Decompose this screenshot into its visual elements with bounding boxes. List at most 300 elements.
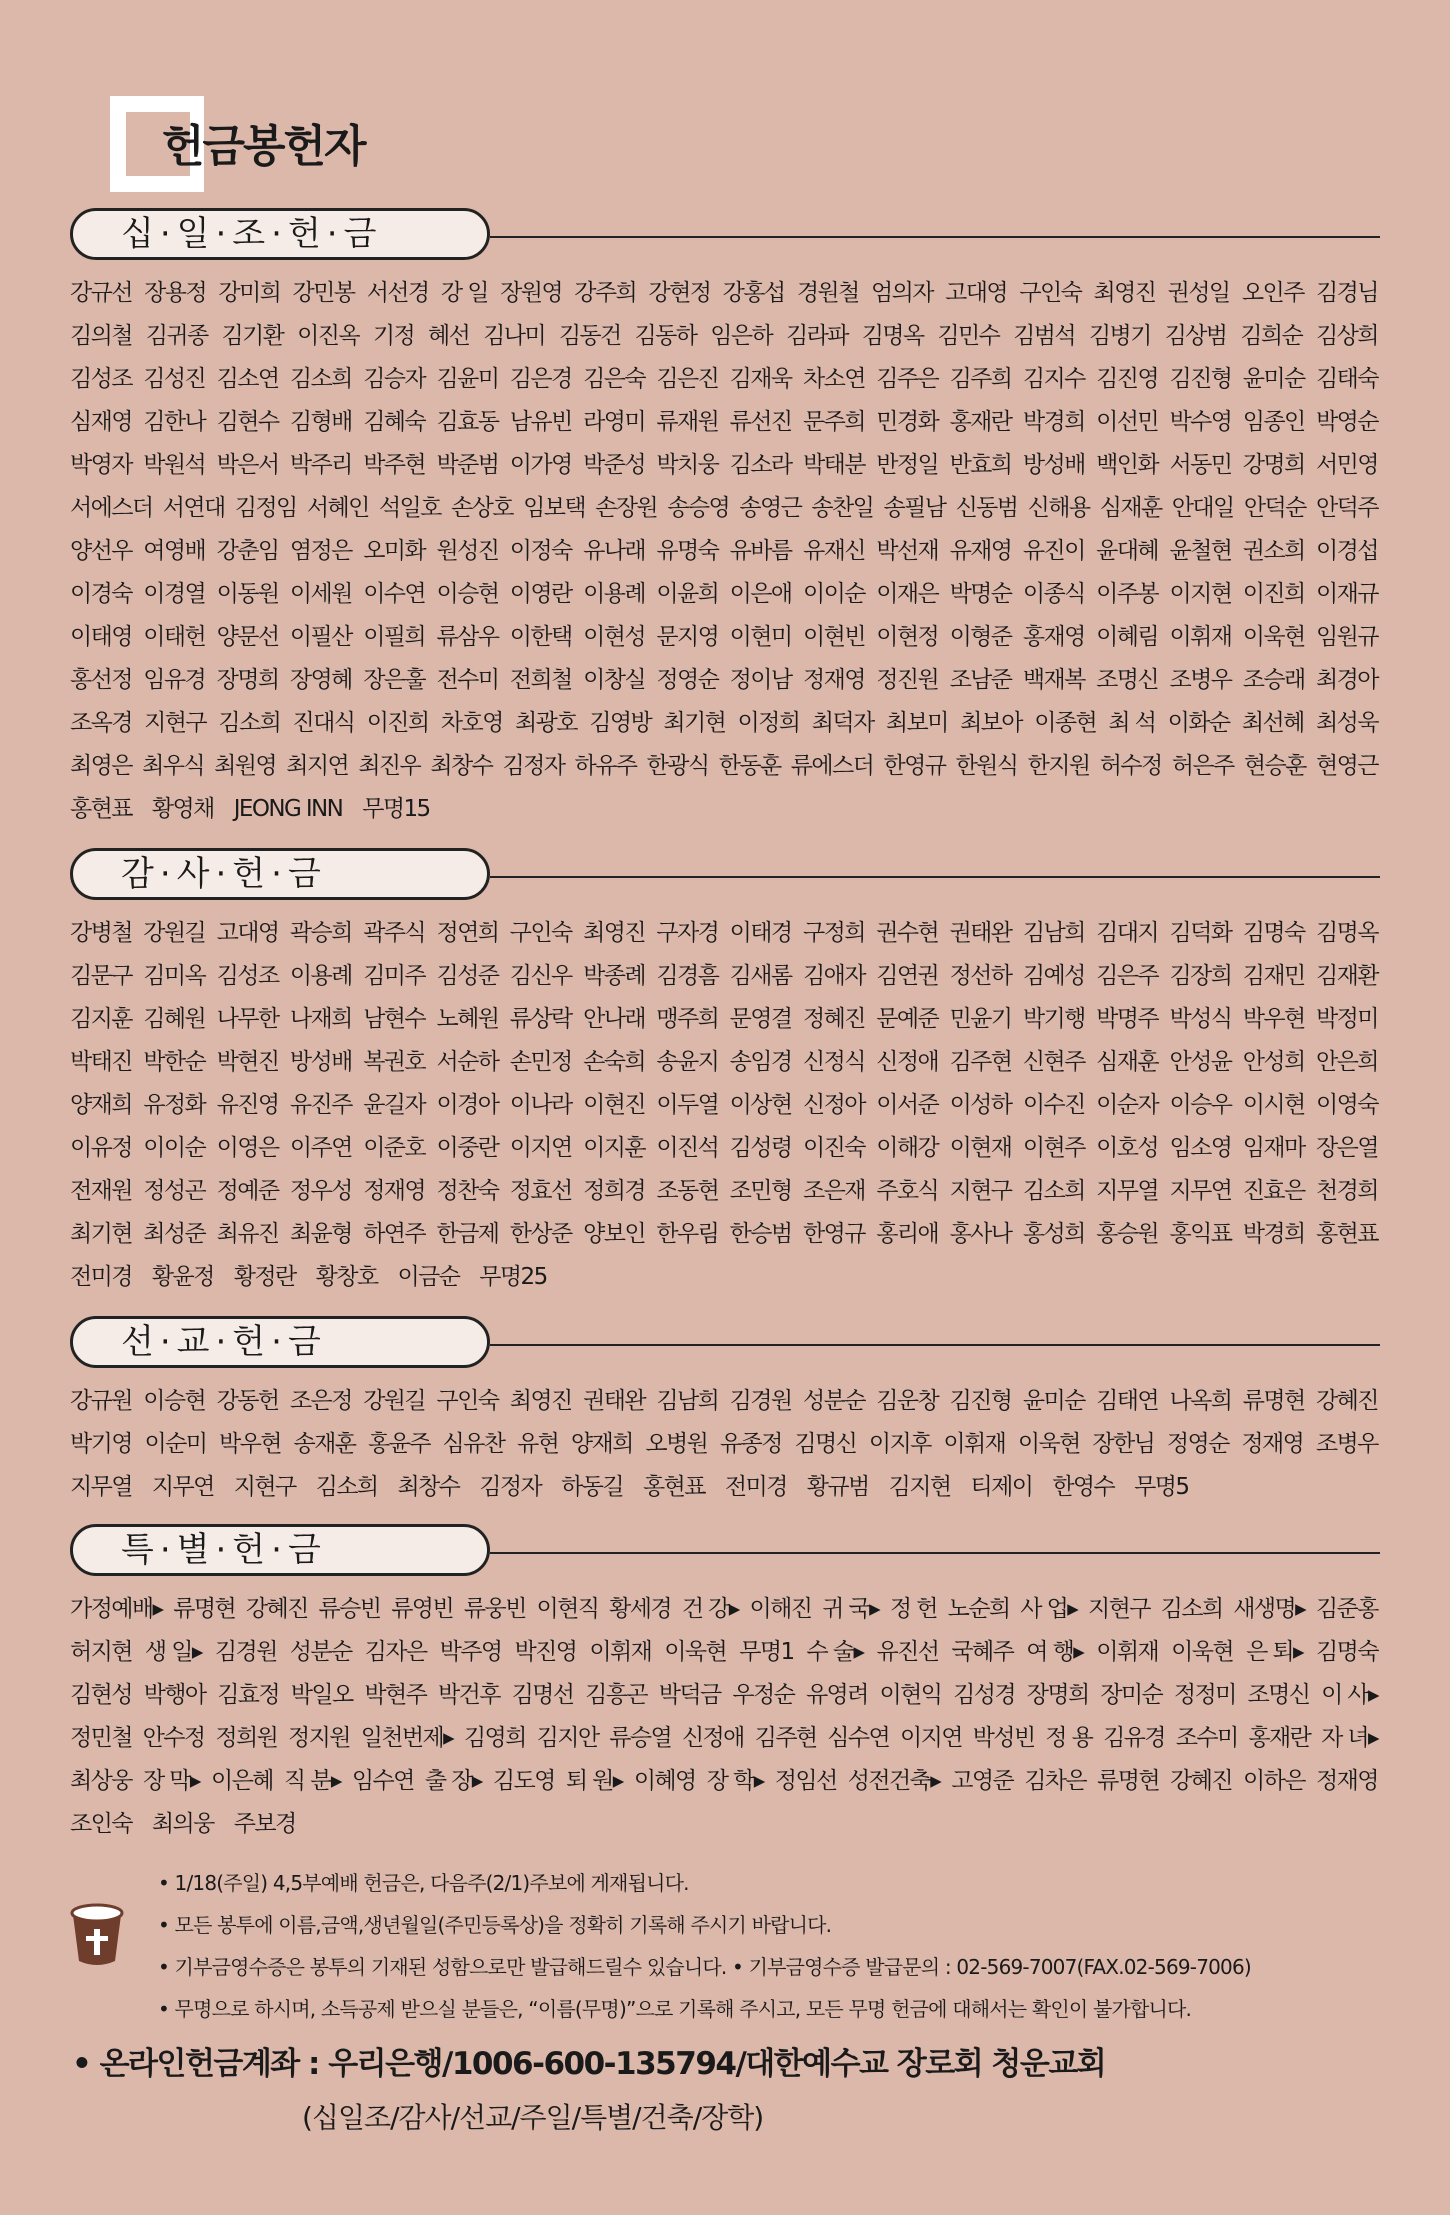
donor-name: 권수현 [876,920,939,946]
donor-name: 양재희 [70,1092,132,1118]
section-tithe [0,208,1450,831]
donor-name: 황창호 [315,1264,378,1290]
donor-name: 임종인 [1242,409,1305,435]
donor-name: 김남희 [656,1388,719,1414]
donor-name: 박준성 [583,452,645,478]
donor-name: 김재민 [1242,963,1305,989]
section-divider [490,1344,1380,1346]
donor-name: 최영진 [583,920,645,946]
donor-name: 이세원 [289,581,352,607]
donor-name: 김은숙 [583,366,645,392]
donor-name: 강혜진 [1316,1388,1378,1414]
donor-name: 정우성 [289,1178,352,1204]
name-row [70,1127,1378,1170]
donor-name: 윤대혜 [1096,538,1159,564]
donor-name: 김주현 [949,1049,1012,1075]
donor-name: 김지안 [536,1725,599,1751]
donor-name: 원성진 [436,538,499,564]
section-header [0,1316,1450,1372]
donor-name: 김태숙 [1316,366,1378,392]
donor-name: 송찬일 [811,495,874,521]
donor-name: 심재훈 [1099,495,1162,521]
donor-name: 김나미 [483,323,545,349]
donor-name: 박영자 [70,452,132,478]
donor-name: 서순하 [436,1049,499,1075]
donor-name: 유정화 [143,1092,206,1118]
donor-name: 정희경 [583,1178,645,1204]
donor-name: 경원철 [796,280,859,306]
donor-name: 이현직 [536,1596,599,1622]
donor-name: 유바름 [729,538,792,564]
donor-name: 조남준 [949,667,1012,693]
donor-name: 박영순 [1316,409,1378,435]
donor-name: 조민형 [729,1178,792,1204]
donor-name: 최 석 [1108,710,1156,736]
donor-name: 강동헌 [216,1388,279,1414]
donor-name: 박일오 [290,1682,353,1708]
donor-name: 윤미순 [1022,1388,1085,1414]
donor-name: 김장희 [1169,963,1232,989]
section-thanks [0,848,1450,1299]
donor-name: 김영희 [463,1725,526,1751]
donor-name: 송승영 [667,495,730,521]
donor-name: 홍승원 [1096,1221,1159,1247]
donor-name: 유명숙 [656,538,719,564]
donor-name: 이윤희 [656,581,719,607]
donor-name: 강주희 [574,280,637,306]
donor-name: 손숙희 [583,1049,645,1075]
donor-name: 황정란 [233,1264,296,1290]
donor-name: 김민수 [937,323,1000,349]
donor-name: 허수정 [1099,753,1162,779]
donor-name: 이수진 [1022,1092,1085,1118]
donor-name: 정희원 [215,1725,278,1751]
donor-name: 김재환 [1316,963,1378,989]
donor-name: 김유경 [1103,1725,1165,1751]
donor-name: 박기영 [70,1431,132,1457]
donor-name: 김소희 [1022,1178,1085,1204]
donor-name: 석일호 [378,495,441,521]
donor-name: 오미화 [363,538,426,564]
donor-name: 하유주 [574,753,637,779]
donor-name: 이해진 [749,1596,812,1622]
name-row [70,1674,1378,1717]
donor-name: 혜선 [427,323,470,349]
donor-name: 황윤정 [151,1264,214,1290]
donor-name: 김새롬 [729,963,792,989]
donor-name: 심재훈 [1096,1049,1159,1075]
donor-name: 최보미 [885,710,948,736]
donor-name: 유재영 [949,538,1012,564]
donor-name: 이종현 [1034,710,1097,736]
donor-name: 오인주 [1241,280,1304,306]
donor-name: 서선경 [366,280,429,306]
donor-name: 류웅빈 [463,1596,526,1622]
donor-name: 구자경 [656,920,719,946]
donor-name: 김남희 [1022,920,1085,946]
donor-name: 성분순 [289,1639,352,1665]
notice-list [158,1862,1251,2030]
donor-name: 강혜진 [1170,1768,1232,1794]
donor-name: 국혜주 [951,1639,1014,1665]
donor-name: 윤길자 [363,1092,426,1118]
donor-name: 정연희 [436,920,499,946]
donor-name: 류재원 [656,409,719,435]
donor-name: 황규범 [806,1474,869,1500]
donor-name: 김상희 [1316,323,1378,349]
donor-name: 지무연 [1169,1178,1232,1204]
donor-name: 윤미순 [1242,366,1305,392]
donor-name: 이재은 [876,581,939,607]
notice-item: • 1/18(주일) 4,5부예배 헌금은, 다음주(2/1)주보에 게재됩니다. [158,1871,689,1895]
donor-name: 방성배 [289,1049,352,1075]
donor-name: 노순희 [947,1596,1010,1622]
donor-name: 이선민 [1096,409,1159,435]
donor-name: 최의웅 [151,1811,214,1837]
donor-name: 김윤미 [436,366,499,392]
donor-name: 장 막▸ [142,1768,200,1794]
donor-name: 이수연 [363,581,426,607]
page-header [110,96,510,192]
donor-name: 이휘재 [1169,624,1232,650]
donor-name: 송영근 [739,495,802,521]
donor-name: 성분순 [802,1388,865,1414]
donor-name: 김명신 [794,1431,857,1457]
donor-name: 최우식 [142,753,204,779]
donor-name: 서연대 [162,495,225,521]
donor-name: 조동현 [656,1178,719,1204]
donor-name: 허지현 [70,1639,132,1665]
donor-name: 박선재 [876,538,939,564]
donor-name: 정혜진 [802,1006,865,1032]
name-row [70,530,1378,573]
donor-name: 김명옥 [1316,920,1378,946]
name-row [70,1717,1378,1760]
donor-name: 이주연 [289,1135,352,1161]
donor-name: 정지원 [288,1725,350,1751]
name-row [70,487,1378,530]
donor-name: 김진형 [1169,366,1232,392]
donor-name: 유현 [517,1431,559,1457]
donor-name: 홍윤주 [368,1431,430,1457]
donor-name: 이현재 [949,1135,1012,1161]
donor-name: 박태진 [70,1049,132,1075]
donor-name: 강현정 [648,280,711,306]
name-row [70,1213,1378,1256]
donor-name: 문예준 [876,1006,939,1032]
donor-name: 김성령 [729,1135,792,1161]
donor-name: 유진주 [289,1092,352,1118]
name-row [70,1041,1378,1084]
donor-name: 류삼우 [436,624,499,650]
donor-name: 김소희 [289,366,352,392]
donor-name: 김성경 [953,1682,1015,1708]
donor-name: 박태분 [802,452,865,478]
donor-name: 이종식 [1022,581,1085,607]
donor-name: 윤철현 [1169,538,1232,564]
donor-name: 김현성 [70,1682,132,1708]
donor-name: 김희순 [1240,323,1303,349]
donor-name: 김효정 [217,1682,280,1708]
donor-name: 김예성 [1022,963,1085,989]
donor-name: 출 장▸ [424,1768,482,1794]
donor-name: 김혜원 [143,1006,206,1032]
donor-name: 이유정 [70,1135,132,1161]
donor-name: 김동건 [558,323,621,349]
name-row [70,998,1378,1041]
donor-name: 현승훈 [1243,753,1306,779]
section-header [0,848,1450,904]
donor-name: 전희철 [509,667,572,693]
donor-name: 한영규 [883,753,946,779]
donor-name: 권태완 [949,920,1012,946]
donor-name: 심재영 [70,409,132,435]
donor-name: 장원영 [500,280,562,306]
donor-name: 이순미 [144,1431,207,1457]
donor-name: 박우현 [1242,1006,1305,1032]
donor-name: 이혜림 [1096,624,1159,650]
name-row [70,788,1378,831]
donor-name: 복권호 [363,1049,426,1075]
donor-name: 안덕순 [1243,495,1306,521]
donor-name: 박성빈 [972,1725,1035,1751]
donor-name: 홍현표 [643,1474,705,1500]
donor-name: 김주희 [949,366,1012,392]
donor-name: 김진형 [949,1388,1012,1414]
donor-name: 이진숙 [802,1135,865,1161]
donor-name: 이태경 [729,920,792,946]
donor-name: 이지현 [1169,581,1232,607]
donor-name: 박기행 [1022,1006,1085,1032]
donor-name: 이하은 [1243,1768,1305,1794]
donor-name: 유진이 [1022,538,1085,564]
donor-name: 신현주 [1022,1049,1085,1075]
name-row [70,616,1378,659]
donor-name: 강원길 [143,920,206,946]
donor-name: 김흥곤 [585,1682,648,1708]
donor-name: 한승범 [729,1221,792,1247]
donor-name: 김명숙 [1242,920,1305,946]
donor-name: 여 행▸ [1026,1639,1084,1665]
donor-name: 박행아 [143,1682,206,1708]
donor-name: 맹주희 [656,1006,719,1032]
donor-name: 최유진 [216,1221,279,1247]
donor-name: 이휘재 [1096,1639,1159,1665]
donor-name: 한영수 [1052,1474,1115,1500]
online-offering-account: • 온라인헌금계좌 : 우리은행/1006-600-135794/대한예수교 장로회 청운교회 [72,2046,1106,2082]
donor-name: 새생명▸ [1233,1596,1306,1622]
donor-name: 전미경 [724,1474,787,1500]
donor-name: 이진석 [656,1135,719,1161]
donor-name: 정 헌 [889,1596,937,1622]
donor-name: 손민정 [509,1049,572,1075]
donor-name: 홍재영 [1022,624,1085,650]
donor-name: 지무열 [1096,1178,1159,1204]
donor-name: 유영려 [805,1682,868,1708]
donor-name: 권태완 [583,1388,645,1414]
donor-name: 반정일 [876,452,939,478]
donor-name: 박주현 [363,452,426,478]
donor-name: 지무연 [151,1474,214,1500]
donor-name: 이혜영 [633,1768,696,1794]
donor-name: 김정자 [479,1474,542,1500]
page-title: 헌금봉헌자 [162,121,365,172]
donor-name: 조승래 [1242,667,1305,693]
donor-name: 박경희 [1022,409,1085,435]
donor-name: 손장원 [595,495,658,521]
donor-name: 정영순 [656,667,719,693]
donor-name: 장은훌 [363,667,426,693]
donor-name: 이현주 [1022,1135,1085,1161]
donor-name: 박성식 [1169,1006,1232,1032]
donor-name: 김기환 [221,323,284,349]
donor-name: JEONG INN [233,796,343,822]
donor-name: 김애자 [802,963,865,989]
donor-name: 류명현 [1242,1388,1305,1414]
donor-name: 박원석 [143,452,206,478]
donor-name: 오병원 [645,1431,708,1457]
donor-name: 송임경 [729,1049,792,1075]
donor-name: 정이남 [729,667,792,693]
donor-name: 박우현 [219,1431,281,1457]
donor-name: 수 술▸ [806,1639,864,1665]
offering-categories: (십일조/감사/선교/주일/특별/건축/장학) [302,2101,764,2134]
donor-name: 홍선정 [70,667,132,693]
donor-name: 성전건축▸ [847,1768,941,1794]
donor-name: 최경아 [1316,667,1378,693]
donor-name: 김귀종 [145,323,208,349]
donor-name: 고대영 [216,920,279,946]
donor-name: 구인숙 [509,920,572,946]
donor-name: 자 녀▸ [1321,1725,1378,1751]
donor-name: 홍사나 [949,1221,1012,1247]
donor-name: 강규선 [70,280,132,306]
donor-name: 한광식 [646,753,709,779]
donor-name: 김연권 [876,963,939,989]
donor-name: 이진옥 [297,323,360,349]
donor-name: 하연주 [363,1221,426,1247]
donor-name: 이현성 [583,624,645,650]
donor-name: 김명숙 [1316,1639,1378,1665]
donor-name: 최진우 [358,753,421,779]
donor-name: 조은정 [289,1388,352,1414]
donor-name: 이현미 [729,624,792,650]
donor-name: 박한순 [143,1049,206,1075]
donor-name: 이승현 [143,1388,206,1414]
donor-name: 이창실 [583,667,645,693]
donor-name: 김정자 [502,753,565,779]
name-row [70,702,1378,745]
section-mission [0,1316,1450,1509]
donor-name: 주호식 [876,1178,939,1204]
section-header [0,208,1450,264]
donor-name: 안은희 [1316,1049,1378,1075]
donor-name: 정 용 [1045,1725,1093,1751]
donor-name: 백재복 [1022,667,1085,693]
donor-name: 안성윤 [1169,1049,1232,1075]
donor-name: 최원영 [214,753,277,779]
donor-name: 권소희 [1242,538,1305,564]
donor-name: 민윤기 [949,1006,1012,1032]
donor-name: 반효희 [949,452,1012,478]
donor-name: 이나라 [509,1092,572,1118]
donor-name: 정정미 [1173,1682,1236,1708]
name-row [70,1760,1378,1803]
donor-name: 강규원 [70,1388,132,1414]
donor-name: 남유빈 [509,409,572,435]
donor-name: 최영진 [1093,280,1156,306]
donor-name: 차호영 [440,710,503,736]
donor-name: 정성곤 [143,1178,206,1204]
donor-name: 박명순 [949,581,1012,607]
donor-name: 서에스더 [70,495,153,521]
donor-name: 고대영 [945,280,1008,306]
donor-name: 정민철 [70,1725,132,1751]
donor-name: 황영채 [151,796,214,822]
donor-name: 생 일▸ [144,1639,202,1665]
donor-name: 김대지 [1096,920,1159,946]
donor-name: 임은하 [710,323,773,349]
donor-name: 문주희 [802,409,865,435]
donor-name: 기정 [372,323,415,349]
donor-name: 이해강 [876,1135,939,1161]
donor-name: 최윤형 [289,1221,352,1247]
donor-name: 안수정 [142,1725,205,1751]
donor-name: 서민영 [1316,452,1378,478]
donor-name: 신정식 [802,1049,865,1075]
donor-name: 한영규 [802,1221,865,1247]
donor-name: 홍현표 [1316,1221,1378,1247]
donor-name: 곽주식 [363,920,426,946]
donor-name: 김범석 [1013,323,1075,349]
donor-name: 나옥희 [1169,1388,1232,1414]
donor-name: 이휘재 [589,1639,652,1665]
donor-name: 이영은 [216,1135,279,1161]
name-row [70,358,1378,401]
donor-name: 한동훈 [718,753,781,779]
donor-name: 구인숙 [1019,280,1082,306]
donor-name: 엄의자 [870,280,933,306]
donor-name: 김현수 [216,409,279,435]
donor-name: 지무열 [70,1474,132,1500]
donor-name: 최기현 [70,1221,132,1247]
donor-name: 지현구 [1087,1596,1150,1622]
donor-name: 방성배 [1022,452,1085,478]
donor-name: 류상락 [509,1006,572,1032]
donor-name: 안성희 [1242,1049,1305,1075]
donor-name: 김명옥 [861,323,924,349]
donor-name: 김영방 [589,710,652,736]
donor-name: 김주은 [876,366,939,392]
donor-name: 정재영 [363,1178,426,1204]
donor-name: 조명신 [1247,1682,1310,1708]
donor-name: 민경화 [876,409,939,435]
donor-name: 천경희 [1316,1178,1378,1204]
donor-name: 최성준 [143,1221,206,1247]
donor-name: 이용례 [289,963,352,989]
section-divider [490,236,1380,238]
donor-name: 김운창 [876,1388,939,1414]
name-row [70,1466,1378,1509]
donor-name: 류승열 [609,1725,672,1751]
donor-name: 주보경 [233,1811,296,1837]
donor-name: 이현빈 [802,624,865,650]
donor-name: 이경아 [436,1092,499,1118]
name-row [70,401,1378,444]
donor-name: 이현익 [879,1682,942,1708]
donor-name: 이용례 [583,581,645,607]
donor-name: 장용정 [144,280,207,306]
